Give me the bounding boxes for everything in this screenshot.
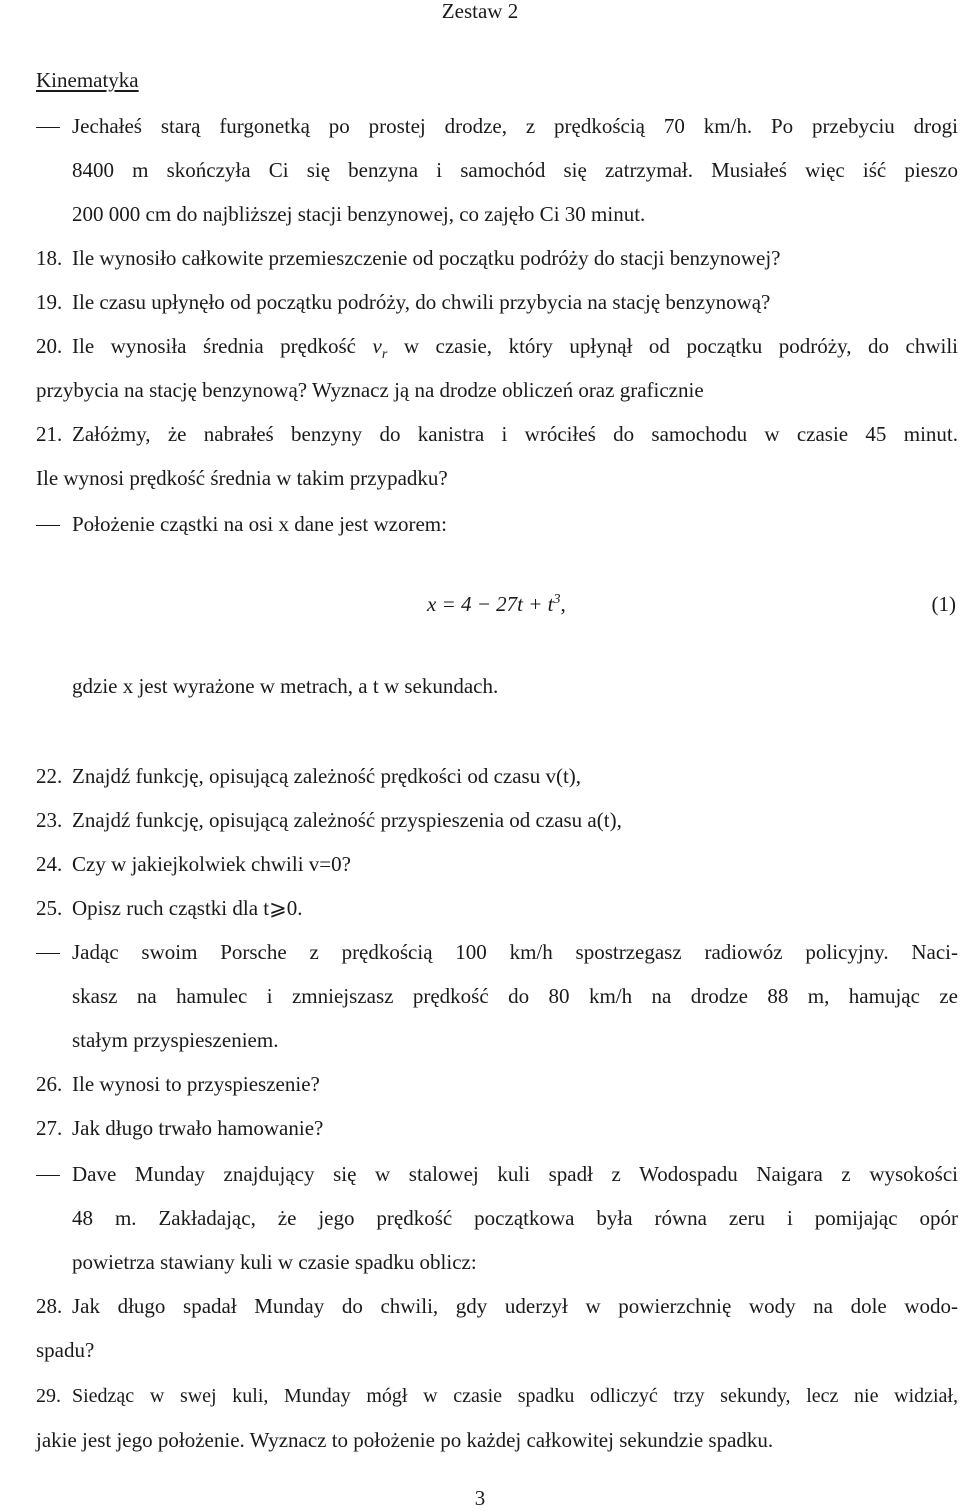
page-number: 3 <box>474 1486 486 1510</box>
intro1-line3: 200 000 cm do najbliższej stacji benzynowej, co zajęło Ci 30 minut. <box>72 202 646 226</box>
intro2-line2: gdzie x jest wyrażone w metrach, a t w sekundach. <box>72 674 499 698</box>
question-24: 24. Czy w jakiejkolwiek chwili v=0? <box>36 852 351 876</box>
dash-bullet <box>36 953 60 954</box>
dash-bullet <box>36 525 60 526</box>
section-heading: Kinematyka <box>36 68 139 92</box>
intro4-line3: powietrza stawiany kuli w czasie spadku oblicz: <box>72 1250 477 1274</box>
question-28: 28. Jak długo spadał Munday do chwili, gdy uderzył w powierzchnię wody na dole wodo- <box>36 1294 958 1318</box>
question-23: 23. Znajdź funkcję, opisującą zależność przyspieszenia od czasu a(t), <box>36 808 622 832</box>
question-19: 19. Ile czasu upłynęło od początku podróży, do chwili przybycia na stację benzynową? <box>36 290 771 314</box>
page-header: Zestaw 2 <box>441 0 519 23</box>
question-27: 27. Jak długo trwało hamowanie? <box>36 1116 324 1140</box>
question-25: 25. Opisz ruch cząstki dla t⩾0. <box>36 896 303 920</box>
question-26: 26. Ile wynosi to przyspieszenie? <box>36 1072 320 1096</box>
question-20-line2: przybycia na stację benzynową? Wyznacz ją na drodze obliczeń oraz graficznie <box>36 378 704 402</box>
equation-number: (1) <box>931 592 956 616</box>
question-21: 21. Załóżmy, że nabrałeś benzyny do kanistra i wróciłeś do samochodu w czasie 45 minut. <box>36 422 958 446</box>
question-28-line2: spadu? <box>36 1338 95 1362</box>
question-29-line2: jakie jest jego położenie. Wyznacz to położenie po każdej całkowitej sekundzie spadku. <box>36 1428 774 1452</box>
equation: $x = 4 - 27t + t^3$, <box>427 592 566 616</box>
question-22: 22. Znajdź funkcję, opisującą zależność prędkości od czasu v(t), <box>36 764 582 788</box>
intro4-line2: 48 m. Zakładając, że jego prędkość początkowa była równa zeru i pomijając opór <box>72 1206 958 1230</box>
intro1-line2: 8400 m skończyła Ci się benzyna i samochód się zatrzymał. Musiałeś więc iść pieszo <box>72 158 958 182</box>
question-21-line2: Ile wynosi prędkość średnia w takim przypadku? <box>36 466 448 490</box>
dash-bullet <box>36 1175 60 1176</box>
intro3-line3: stałym przyspieszeniem. <box>72 1028 279 1052</box>
intro3-line1: Jadąc swoim Porsche z prędkością 100 km/h spostrzegasz radiowóz policyjny. Naci- <box>36 942 958 963</box>
dash-bullet <box>36 127 60 128</box>
question-29: 29. Siedząc w swej kuli, Munday mógł w czasie spadku odliczyć trzy sekundy, lecz nie widział, <box>36 1385 958 1407</box>
intro4-line1: Dave Munday znajdujący się w stalowej kuli spadł z Wodospadu Naigara z wysokości <box>36 1164 958 1185</box>
intro1-line1: Jechałeś starą furgonetką po prostej drodze, z prędkością 70 km/h. Po przebyciu drogi <box>36 116 958 137</box>
intro3-line2: skasz na hamulec i zmniejszasz prędkość do 80 km/h na drodze 88 m, hamując ze <box>72 984 958 1008</box>
intro2-line1: Położenie cząstki na osi x dane jest wzorem: <box>36 514 447 535</box>
question-20: 20. Ile wynosiła średnia prędkość $v_r$ w czasie, który upłynął od początku podróży, do chwili <box>36 334 958 363</box>
question-18: 18. Ile wynosiło całkowite przemieszczenie od początku podróży do stacji benzynowej? <box>36 246 781 270</box>
